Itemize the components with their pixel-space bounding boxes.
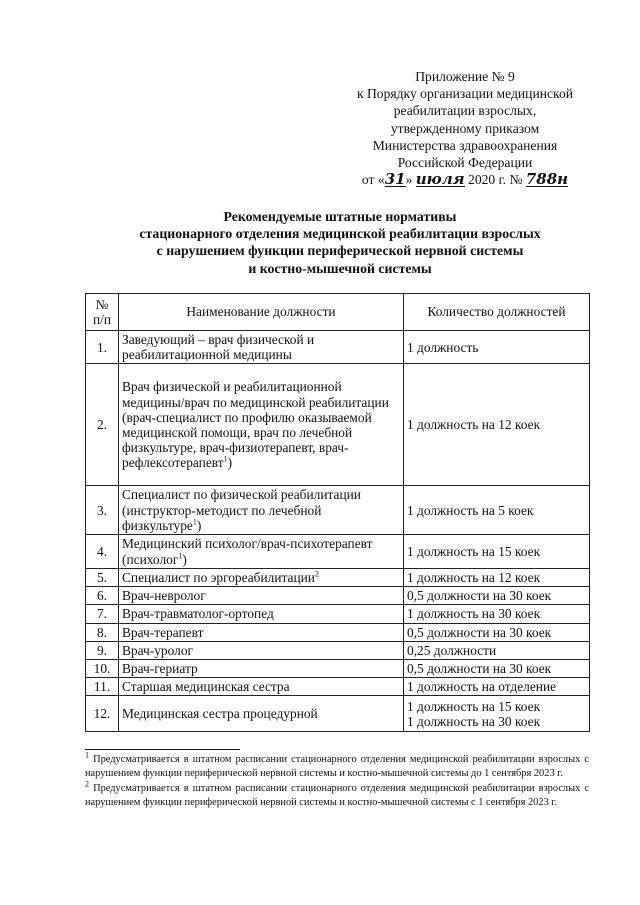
footnote-1: $^1$ Предусматривается в штатном расписании стационарного отделения медицинской реабилитации взрослых с нарушением функции периферической нервной системы и костно-мышечной системы до 1 сентября 2023 г. — [85, 750, 589, 779]
table-row — [86, 569, 590, 587]
footnote-ref: 1 — [178, 551, 183, 561]
table-row — [86, 678, 590, 696]
appendix-number: Приложение № 9 — [415, 69, 515, 84]
table-row — [86, 364, 590, 486]
appendix-ref-line: Министерства здравоохранения — [372, 137, 558, 153]
position-name: Врач физической и реабилитационной медицины/врач по медицинской реабилитации (врач-специалист по профилю оказываемой медицинской помощи, врач по лечебной физкультуре, врач-физиотерапевт, врач-рефлексотерапевт$^1$) — [119, 364, 404, 486]
position-count: 1 должность на 12 коек — [404, 569, 590, 587]
position-name: Заведующий – врач физической и реабилитационной медицины — [119, 331, 404, 364]
position-name: Медицинский психолог/врач-психотерапевт (психолог$^1$) — [119, 535, 404, 569]
staffing-table — [85, 293, 590, 732]
position-name: Медицинская сестра процедурной — [119, 696, 404, 732]
row-number: 4. — [86, 535, 119, 569]
position-count: 1 должность на 5 коек — [404, 486, 590, 535]
order-month: июля — [415, 170, 465, 189]
table-row — [86, 660, 590, 678]
table-row — [86, 605, 590, 623]
appendix-ref-line: реабилитации взрослых, — [393, 103, 537, 119]
table-row — [86, 623, 590, 641]
table-row — [86, 696, 590, 732]
order-number: 788н — [525, 170, 569, 189]
row-number: 9. — [86, 641, 119, 659]
row-number: 7. — [86, 605, 119, 623]
position-name: Врач-невролог — [119, 587, 404, 605]
position-count: 0,5 должности на 30 коек — [404, 587, 590, 605]
table-row — [86, 641, 590, 659]
position-name: Врач-гериатр — [119, 660, 404, 678]
row-number: 6. — [86, 587, 119, 605]
table-header-row — [86, 294, 590, 331]
row-number: 11. — [86, 678, 119, 696]
footnote-divider — [85, 749, 240, 750]
title-line: Рекомендуемые штатные нормативы — [223, 209, 457, 224]
position-count: 1 должность на 15 коек 1 должность на 30 коек — [404, 696, 590, 732]
row-number: 12. — [86, 696, 119, 732]
footnote-ref: 1 — [192, 517, 197, 527]
row-number: 1. — [86, 331, 119, 364]
position-count: 1 должность на отделение — [404, 678, 590, 696]
appendix-ref-line: утвержденному приказом — [390, 120, 540, 136]
appendix-ref-line: к Порядку организации медицинской — [356, 86, 574, 102]
position-count: 0,25 должности — [404, 641, 590, 659]
order-day: 31 — [384, 170, 406, 189]
position-name: Специалист по физической реабилитации (инструктор-методист по лечебной физкультуре$^1$) — [119, 486, 404, 535]
position-name: Старшая медицинская сестра — [119, 678, 404, 696]
row-number: 2. — [86, 364, 119, 486]
row-number: 3. — [86, 486, 119, 535]
table-row — [86, 486, 590, 535]
appendix-ref-line: Российской Федерации — [397, 155, 533, 171]
header-num: № п/п — [86, 294, 119, 331]
table-row — [86, 587, 590, 605]
position-count: 1 должность на 12 коек — [404, 364, 590, 486]
footnote-ref: 2 — [314, 569, 319, 579]
position-count: 1 должность — [404, 331, 590, 364]
row-number: 8. — [86, 623, 119, 641]
position-count: 0,5 должности на 30 коек — [404, 660, 590, 678]
header-position: Наименование должности — [119, 294, 404, 331]
position-name: Врач-терапевт — [119, 623, 404, 641]
table-row — [86, 331, 590, 364]
title-line: и костно-мышечной системы — [248, 260, 432, 276]
title-line: стационарного отделения медицинской реабилитации взрослых — [139, 226, 541, 242]
appendix-header — [340, 68, 590, 188]
position-name: Специалист по эргореабилитации$^2$ — [119, 569, 404, 587]
order-date-line: от «31» июля 2020 г. № 788н — [361, 170, 569, 189]
footnotes — [85, 750, 589, 811]
document-title — [90, 208, 590, 277]
table-row — [86, 535, 590, 569]
position-count: 1 должность на 15 коек — [404, 535, 590, 569]
position-name: Врач-уролог — [119, 641, 404, 659]
footnote-2: $^2$ Предусматривается в штатном расписании стационарного отделения медицинской реабилитации взрослых с нарушением функции периферической нервной системы и костно-мышечной системы с 1 сентября 2023 г. — [85, 779, 589, 808]
title-line: с нарушением функции периферической нервной системы — [156, 243, 524, 259]
header-count: Количество должностей — [404, 294, 590, 331]
row-number: 10. — [86, 660, 119, 678]
position-name: Врач-травматолог-ортопед — [119, 605, 404, 623]
row-number: 5. — [86, 569, 119, 587]
footnote-ref: 1 — [223, 454, 228, 464]
position-count: 0,5 должности на 30 коек — [404, 623, 590, 641]
position-count: 1 должность на 30 коек — [404, 605, 590, 623]
